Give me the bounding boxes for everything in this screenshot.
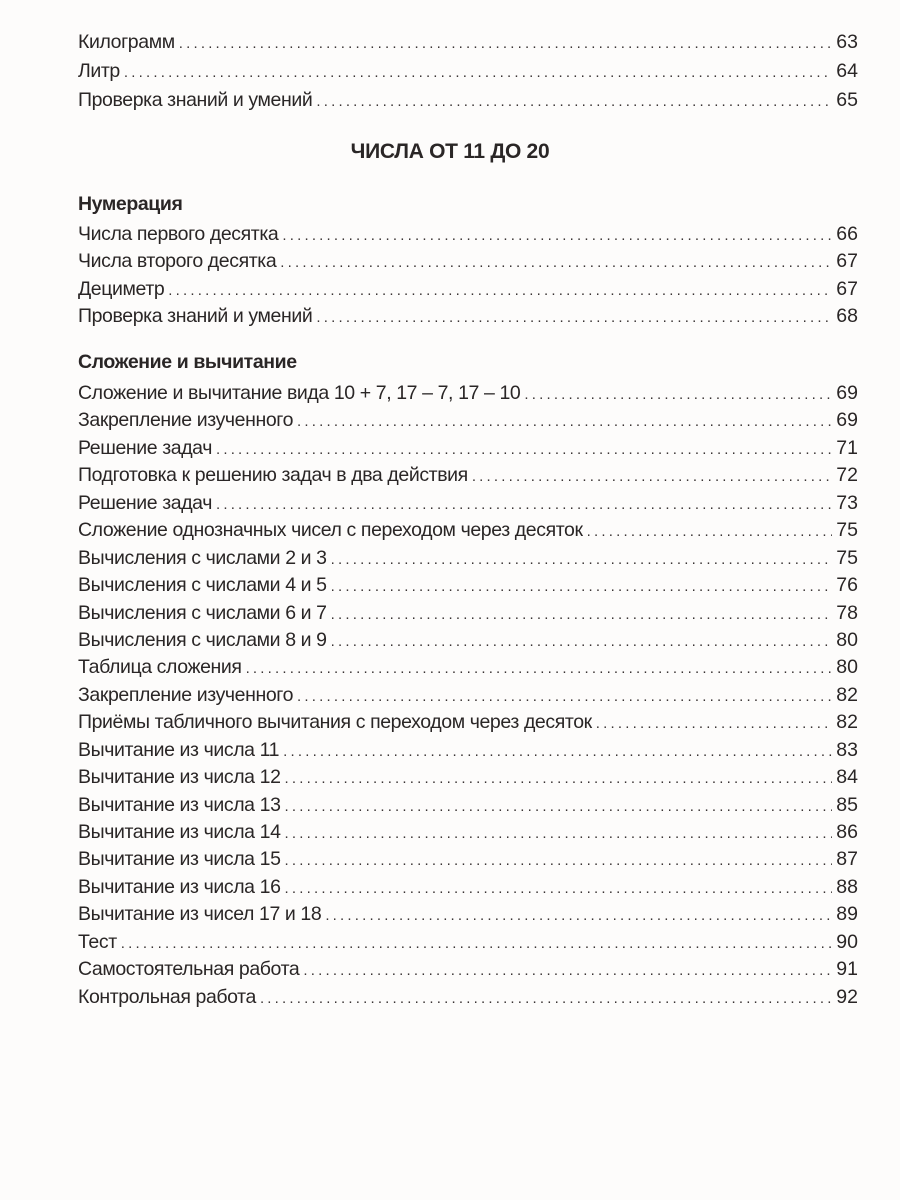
toc-entry[interactable] — [78, 86, 858, 115]
toc-entry-title: Решение задач — [78, 491, 212, 514]
toc-entry-page: 63 — [836, 31, 858, 53]
dot-leader — [179, 29, 833, 58]
dot-leader — [285, 847, 833, 874]
toc-entry[interactable] — [78, 764, 858, 791]
toc-entry-title: Вычитание из числа 15 — [78, 848, 281, 871]
subsection-heading: Нумерация — [78, 193, 183, 215]
dot-leader — [297, 408, 832, 435]
toc-entry-title: Вычитание из числа 16 — [78, 875, 281, 898]
dot-leader — [316, 304, 832, 331]
dot-leader — [331, 628, 833, 655]
toc-entry-title: Таблица сложения — [78, 656, 242, 679]
toc-entry[interactable] — [78, 572, 858, 599]
toc-entry-title: Проверка знаний и умений — [78, 305, 313, 328]
toc-entry-page: 73 — [836, 491, 858, 514]
toc-entry-page: 69 — [836, 382, 858, 404]
dot-leader — [216, 436, 832, 463]
toc-entry[interactable] — [78, 901, 858, 928]
toc-entry[interactable] — [78, 435, 858, 462]
toc-entry-page: 88 — [836, 875, 858, 898]
toc-entry[interactable] — [78, 517, 858, 544]
toc-entry-title: Вычитание из числа 13 — [78, 793, 281, 816]
toc-entry-page: 75 — [836, 546, 858, 569]
toc-entry-page: 69 — [836, 409, 858, 432]
toc-entry-title: Вычисления с числами 8 и 9 — [78, 628, 327, 651]
toc-entry-title: Дециметр — [78, 277, 165, 300]
toc-entry-page: 91 — [836, 958, 858, 981]
dot-leader — [283, 738, 832, 765]
dot-leader — [303, 957, 832, 984]
dot-leader — [524, 381, 832, 408]
toc-entry[interactable] — [78, 380, 858, 407]
toc-entry[interactable] — [78, 462, 858, 489]
dot-leader — [121, 930, 833, 957]
toc-entry-page: 67 — [836, 277, 858, 300]
toc-entry[interactable] — [78, 819, 858, 846]
dot-leader — [587, 518, 833, 545]
toc-entry-page: 78 — [836, 601, 858, 624]
toc-entry-title: Закрепление изученного — [78, 409, 294, 432]
toc-entry[interactable] — [78, 984, 858, 1011]
dot-leader — [331, 546, 833, 573]
toc-entry-title: Тест — [78, 930, 117, 953]
toc-entry-title: Вычитание из числа 14 — [78, 821, 281, 843]
toc-entry[interactable] — [78, 276, 858, 303]
toc-entry-title: Вычитание из чисел 17 и 18 — [78, 903, 322, 926]
toc-entry[interactable] — [78, 682, 858, 709]
dot-leader — [246, 655, 833, 682]
toc-entry-title: Проверка знаний и умений — [78, 89, 313, 111]
toc-entry[interactable] — [78, 929, 858, 956]
dot-leader — [596, 710, 833, 737]
toc-entry[interactable] — [78, 407, 858, 434]
dot-leader — [325, 902, 832, 929]
dot-leader — [280, 249, 832, 276]
toc-entry-title: Сложение и вычитание вида 10 + 7, 17 – 7, 17 – 10 — [78, 382, 521, 404]
toc-addsub-list — [78, 380, 858, 1011]
toc-entry[interactable] — [78, 874, 858, 901]
toc-entry[interactable] — [78, 221, 858, 248]
dot-leader — [331, 601, 833, 628]
dot-leader — [216, 491, 832, 518]
dot-leader — [297, 683, 832, 710]
toc-entry[interactable] — [78, 303, 858, 330]
toc-addsub-section — [78, 347, 858, 1011]
toc-entry[interactable] — [78, 248, 858, 275]
toc-entry-page: 75 — [836, 519, 858, 542]
toc-entry-title: Закрепление изученного — [78, 683, 294, 706]
toc-entry-page: 85 — [836, 793, 858, 816]
dot-leader — [472, 463, 832, 490]
dot-leader — [168, 277, 832, 304]
toc-entry[interactable] — [78, 956, 858, 983]
toc-entry-title: Вычитание из числа 12 — [78, 766, 281, 789]
toc-entry-title: Решение задач — [78, 436, 212, 459]
toc-entry-title: Вычитание из числа 11 — [78, 738, 280, 761]
toc-entry-page: 68 — [836, 305, 858, 328]
toc-entry-page: 66 — [836, 223, 858, 245]
dot-leader — [331, 573, 833, 600]
toc-top-list — [78, 28, 858, 115]
toc-entry[interactable] — [78, 792, 858, 819]
toc-entry[interactable] — [78, 737, 858, 764]
subsection-heading: Сложение и вычитание — [78, 351, 297, 373]
toc-entry-page: 80 — [836, 656, 858, 679]
toc-entry[interactable] — [78, 846, 858, 873]
toc-entry-title: Вычисления с числами 4 и 5 — [78, 574, 327, 597]
dot-leader — [285, 875, 833, 902]
dot-leader — [285, 765, 833, 792]
toc-entry[interactable] — [78, 709, 858, 736]
toc-entry[interactable] — [78, 600, 858, 627]
dot-leader — [285, 820, 833, 847]
toc-entry-page: 65 — [836, 89, 858, 111]
toc-entry-page: 84 — [836, 766, 858, 789]
dot-leader — [316, 87, 832, 116]
toc-entry-page: 87 — [836, 848, 858, 871]
toc-entry-title: Подготовка к решению задач в два действия — [78, 464, 468, 487]
toc-entry-page: 86 — [836, 821, 858, 843]
toc-entry[interactable] — [78, 654, 858, 681]
toc-numbering-section — [78, 189, 858, 331]
toc-entry[interactable] — [78, 490, 858, 517]
dot-leader — [260, 985, 832, 1012]
section-title: ЧИСЛА ОТ 11 ДО 20 — [350, 140, 550, 163]
toc-entry-page: 89 — [836, 903, 858, 926]
toc-entry-title: Самостоятельная работа — [78, 958, 300, 981]
toc-entry-title: Вычисления с числами 6 и 7 — [78, 601, 327, 624]
toc-entry-title: Числа первого десятка — [78, 223, 279, 245]
toc-entry-page: 82 — [836, 711, 858, 734]
dot-leader — [285, 793, 833, 820]
toc-entry-page: 82 — [836, 683, 858, 706]
dot-leader — [124, 58, 832, 87]
toc-entry-page: 71 — [836, 436, 858, 459]
toc-entry[interactable] — [78, 545, 858, 572]
toc-entry[interactable] — [78, 627, 858, 654]
dot-leader — [282, 222, 832, 249]
toc-entry-page: 92 — [836, 985, 858, 1008]
toc-entry-page: 80 — [836, 628, 858, 651]
toc-entry-page: 72 — [836, 464, 858, 487]
toc-entry-title: Числа второго десятка — [78, 250, 277, 273]
toc-entry-title: Контрольная работа — [78, 985, 256, 1008]
toc-entry-title: Килограмм — [78, 31, 175, 53]
toc-entry-page: 64 — [836, 60, 858, 82]
toc-entry-page: 90 — [836, 930, 858, 953]
toc-entry-title: Литр — [78, 60, 120, 82]
toc-entry-page: 83 — [836, 738, 858, 761]
toc-entry[interactable] — [78, 57, 858, 86]
toc-entry-title: Вычисления с числами 2 и 3 — [78, 546, 327, 569]
toc-entry-page: 67 — [836, 250, 858, 273]
toc-entry-title: Сложение однозначных чисел с переходом через десяток — [78, 519, 583, 542]
toc-entry[interactable] — [78, 28, 858, 57]
toc-entry-page: 76 — [836, 574, 858, 597]
toc-entry-title: Приёмы табличного вычитания с переходом через десяток — [78, 711, 592, 734]
toc-numbering-list — [78, 221, 858, 331]
